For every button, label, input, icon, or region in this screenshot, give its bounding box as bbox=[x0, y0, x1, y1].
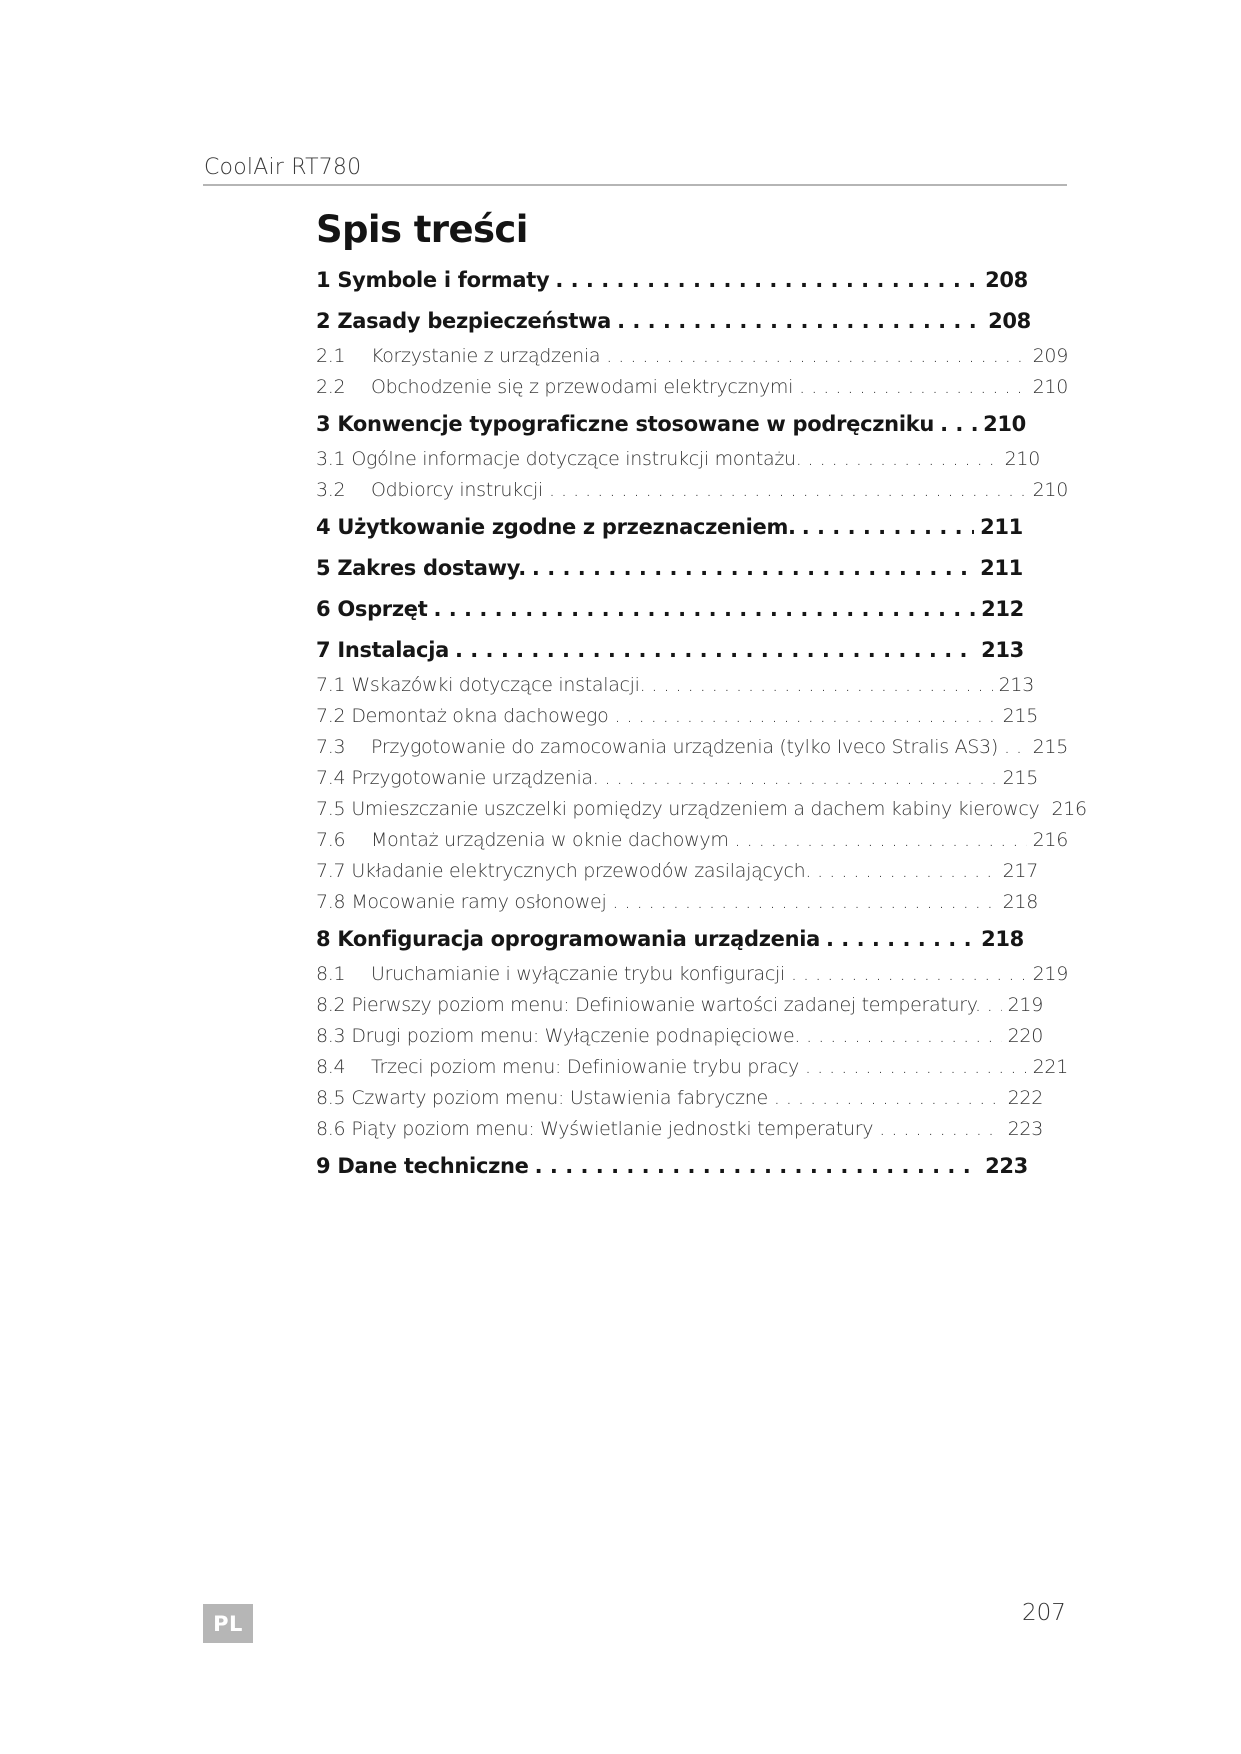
toc-leader-dots bbox=[535, 1154, 979, 1178]
toc-entry-title: Mocowanie ramy osłonowej bbox=[351, 891, 607, 913]
toc-entry-page: 211 bbox=[980, 556, 1023, 580]
toc-entry-page: 217 bbox=[1002, 860, 1038, 882]
toc-leader-dots bbox=[555, 268, 979, 292]
toc-entry-title: Przygotowanie do zamocowania urządzenia (tylko Iveco Stralis AS3) bbox=[371, 736, 998, 758]
toc-entry-page: 210 bbox=[1004, 448, 1040, 470]
toc-entry-title: Obchodzenie się z przewodami elektrycznymi bbox=[371, 376, 794, 398]
toc-entry[interactable] bbox=[316, 705, 1038, 727]
toc-entry-title: Instalacja bbox=[337, 638, 449, 662]
toc-entry-title: Osprzęt bbox=[337, 597, 428, 621]
toc-entry-page: 218 bbox=[981, 927, 1024, 951]
toc-entry-page: 213 bbox=[998, 674, 1034, 696]
toc-leader-dots bbox=[606, 345, 1026, 367]
toc-entry-title: Zakres dostawy. bbox=[337, 556, 526, 580]
toc-entry-title: Montaż urządzenia w oknie dachowym bbox=[371, 829, 729, 851]
toc-entry[interactable] bbox=[316, 767, 1038, 789]
toc-entry-page: 213 bbox=[981, 638, 1024, 662]
toc-leader-dots bbox=[817, 860, 996, 882]
toc-entry-page: 208 bbox=[985, 268, 1028, 292]
toc-entry-number: 7.7 bbox=[316, 860, 346, 882]
toc-entry-page: 223 bbox=[1007, 1118, 1043, 1140]
toc-entry-page: 209 bbox=[1032, 345, 1068, 367]
toc-entry[interactable] bbox=[316, 515, 1023, 539]
toc-entry-number: 8.1 bbox=[316, 963, 346, 985]
toc-entry-number: 3.1 bbox=[316, 448, 346, 470]
toc-entry[interactable] bbox=[316, 674, 1034, 696]
toc-entry[interactable] bbox=[316, 268, 1028, 292]
toc-leader-dots bbox=[651, 674, 992, 696]
toc-entry-title: Korzystanie z urządzenia bbox=[371, 345, 601, 367]
toc-entry-title: Konwencje typograficzne stosowane w podręczniku bbox=[337, 412, 935, 436]
toc-entry-title: Pierwszy poziom menu: Definiowanie wartości zadanej temperatury. bbox=[351, 994, 981, 1016]
toc-entry-number: 7 bbox=[316, 638, 331, 662]
toc-entry-number: 7.8 bbox=[316, 891, 346, 913]
toc-entry[interactable] bbox=[316, 927, 1024, 951]
toc-entry-page: 216 bbox=[1051, 798, 1087, 820]
toc-leader-dots bbox=[791, 963, 1027, 985]
toc-entry[interactable] bbox=[316, 1056, 1068, 1078]
toc-entry[interactable] bbox=[316, 798, 1087, 820]
toc-entry-title: Przygotowanie urządzenia. bbox=[351, 767, 599, 789]
toc-leader-dots bbox=[808, 448, 999, 470]
toc-entry-title: Piąty poziom menu: Wyświetlanie jednostki temperatury bbox=[351, 1118, 874, 1140]
toc-entry-title: Układanie elektrycznych przewodów zasilających. bbox=[351, 860, 812, 882]
toc-entry-page: 215 bbox=[1002, 705, 1038, 727]
toc-entry-title: Wskazówki dotyczące instalacji. bbox=[351, 674, 646, 696]
toc-leader-dots bbox=[612, 891, 996, 913]
toc-leader-dots bbox=[614, 705, 996, 727]
toc-entry[interactable] bbox=[316, 829, 1068, 851]
toc-entry[interactable] bbox=[316, 963, 1068, 985]
toc-entry-title: Użytkowanie zgodne z przeznaczeniem. bbox=[337, 515, 796, 539]
toc-entry-title: Symbole i formaty bbox=[337, 268, 550, 292]
toc-leader-dots bbox=[774, 1087, 1002, 1109]
toc-leader-dots bbox=[802, 515, 974, 539]
toc-entry-page: 212 bbox=[981, 597, 1024, 621]
toc-entry-title: Uruchamianie i wyłączanie trybu konfiguracji bbox=[371, 963, 785, 985]
toc-entry-number: 7.6 bbox=[316, 829, 346, 851]
toc-entry-page: 222 bbox=[1007, 1087, 1043, 1109]
toc-entry-title: Czwarty poziom menu: Ustawienia fabryczne bbox=[351, 1087, 768, 1109]
toc-entry-number: 1 bbox=[316, 268, 331, 292]
toc-leader-dots bbox=[605, 767, 997, 789]
toc-entry-page: 210 bbox=[983, 412, 1026, 436]
toc-leader-dots bbox=[940, 412, 977, 436]
toc-entry-number: 7.5 bbox=[316, 798, 346, 820]
toc-entry[interactable] bbox=[316, 412, 1026, 436]
toc-leader-dots bbox=[805, 1056, 1027, 1078]
toc-entry[interactable] bbox=[316, 556, 1023, 580]
toc-entry[interactable] bbox=[316, 309, 1031, 333]
toc-leader-dots bbox=[799, 376, 1027, 398]
toc-entry-number: 9 bbox=[316, 1154, 331, 1178]
toc-entry-page: 219 bbox=[1032, 963, 1068, 985]
toc-entry-title: Dane techniczne bbox=[337, 1154, 529, 1178]
toc-entry-title: Trzeci poziom menu: Definiowanie trybu pracy bbox=[371, 1056, 800, 1078]
page-number: 207 bbox=[1022, 1600, 1066, 1626]
toc-entry[interactable] bbox=[316, 1118, 1043, 1140]
toc-leader-dots bbox=[987, 994, 1002, 1016]
document-header-title: CoolAir RT780 bbox=[204, 155, 362, 180]
toc-title: Spis treści bbox=[316, 208, 528, 251]
toc-entry-page: 218 bbox=[1002, 891, 1038, 913]
toc-entry-number: 3.2 bbox=[316, 479, 346, 501]
toc-entry-title: Umieszczanie uszczelki pomiędzy urządzeniem a dachem kabiny kierowcy bbox=[351, 798, 1040, 820]
toc-entry-number: 2 bbox=[316, 309, 331, 333]
toc-leader-dots bbox=[433, 597, 975, 621]
toc-entry[interactable] bbox=[316, 479, 1068, 501]
toc-entry-title: Drugi poziom menu: Wyłączenie podnapięciowe. bbox=[351, 1025, 801, 1047]
toc-entry-page: 221 bbox=[1032, 1056, 1068, 1078]
toc-entry[interactable] bbox=[316, 1087, 1043, 1109]
toc-entry-number: 7.1 bbox=[316, 674, 346, 696]
toc-entry-number: 2.1 bbox=[316, 345, 346, 367]
toc-leader-dots bbox=[617, 309, 982, 333]
toc-entry-number: 8.3 bbox=[316, 1025, 346, 1047]
toc-entry[interactable] bbox=[316, 448, 1040, 470]
toc-leader-dots bbox=[826, 927, 975, 951]
toc-entry-number: 3 bbox=[316, 412, 331, 436]
toc-entry-number: 6 bbox=[316, 597, 331, 621]
language-badge: PL bbox=[203, 1604, 253, 1643]
toc-entry[interactable] bbox=[316, 891, 1038, 913]
toc-leader-dots bbox=[549, 479, 1027, 501]
toc-leader-dots bbox=[455, 638, 975, 662]
toc-entry-page: 215 bbox=[1002, 767, 1038, 789]
toc-entry[interactable] bbox=[316, 860, 1038, 882]
toc-entry-number: 7.4 bbox=[316, 767, 346, 789]
toc-entry-page: 211 bbox=[980, 515, 1023, 539]
toc-leader-dots bbox=[735, 829, 1027, 851]
toc-entry-page: 216 bbox=[1032, 829, 1068, 851]
toc-entry-number: 4 bbox=[316, 515, 331, 539]
toc-entry-page: 223 bbox=[985, 1154, 1028, 1178]
toc-entry-title: Demontaż okna dachowego bbox=[351, 705, 609, 727]
toc-entry-number: 2.2 bbox=[316, 376, 346, 398]
toc-entry-number: 7.2 bbox=[316, 705, 346, 727]
toc-entry-number: 8 bbox=[316, 927, 331, 951]
toc-leader-dots bbox=[806, 1025, 1001, 1047]
toc-entry[interactable] bbox=[316, 345, 1068, 367]
toc-entry-page: 210 bbox=[1032, 376, 1068, 398]
toc-entry-page: 210 bbox=[1032, 479, 1068, 501]
toc-entry[interactable] bbox=[316, 994, 1043, 1016]
toc-entry-page: 219 bbox=[1007, 994, 1043, 1016]
header-divider bbox=[203, 184, 1067, 186]
toc-entry[interactable] bbox=[316, 1154, 1028, 1178]
toc-entry-number: 5 bbox=[316, 556, 331, 580]
toc-entry[interactable] bbox=[316, 597, 1024, 621]
toc-entry-number: 8.4 bbox=[316, 1056, 346, 1078]
toc-entry[interactable] bbox=[316, 376, 1068, 398]
toc-entry-page: 220 bbox=[1007, 1025, 1043, 1047]
toc-leader-dots bbox=[1004, 736, 1027, 758]
toc-leader-dots bbox=[879, 1118, 1001, 1140]
toc-entry-title: Odbiorcy instrukcji bbox=[371, 479, 543, 501]
toc-entry-number: 8.5 bbox=[316, 1087, 346, 1109]
toc-entry-title: Zasady bezpieczeństwa bbox=[337, 309, 612, 333]
toc-entry-number: 7.3 bbox=[316, 736, 346, 758]
toc-entry[interactable] bbox=[316, 1025, 1043, 1047]
toc-entry[interactable] bbox=[316, 638, 1024, 662]
toc-entry-page: 215 bbox=[1032, 736, 1068, 758]
toc-entry-number: 8.2 bbox=[316, 994, 346, 1016]
toc-entry-title: Ogólne informacje dotyczące instrukcji montażu. bbox=[351, 448, 802, 470]
toc-entry-title: Konfiguracja oprogramowania urządzenia bbox=[337, 927, 820, 951]
toc-entry-number: 8.6 bbox=[316, 1118, 346, 1140]
toc-entry[interactable] bbox=[316, 736, 1068, 758]
toc-entry-page: 208 bbox=[988, 309, 1031, 333]
toc-leader-dots bbox=[532, 556, 974, 580]
